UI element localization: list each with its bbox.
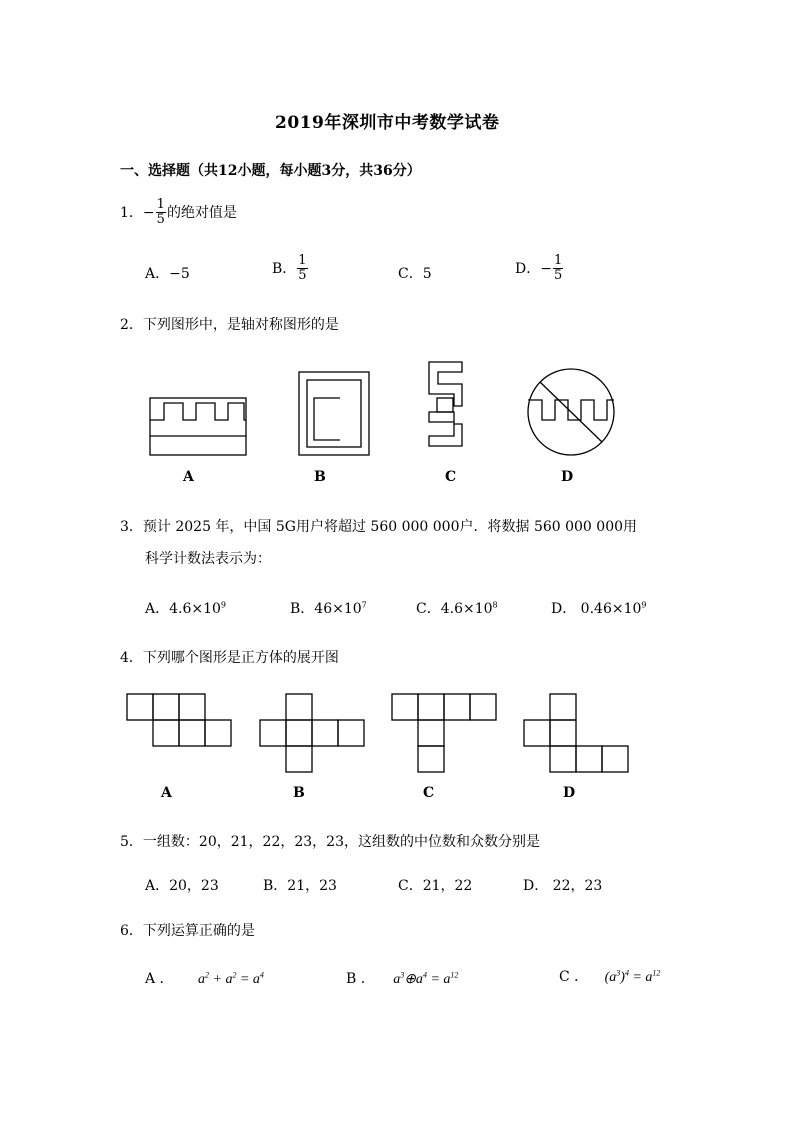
- section-heading: 一、选择题（共12小题，每小题3分，共36分）: [120, 163, 421, 179]
- exponent: 9: [641, 600, 647, 610]
- q1-option-c[interactable]: C．5: [398, 266, 432, 282]
- q3-option-c[interactable]: [416, 598, 498, 618]
- q2-figure-a[interactable]: [150, 398, 246, 455]
- formula-a: $a^2 + a^2 = a^4$: [198, 970, 264, 987]
- q1-option-d[interactable]: [515, 254, 564, 284]
- q2-figure-b[interactable]: [299, 372, 369, 455]
- question-6: 6．下列运算正确的是: [120, 923, 255, 939]
- q4-net-d[interactable]: [524, 694, 628, 772]
- q6-option-a[interactable]: [145, 968, 264, 988]
- q3-option-d[interactable]: [551, 598, 647, 618]
- minus-sign: −: [142, 204, 155, 221]
- option-text: C．4.6×10: [416, 601, 493, 617]
- q4-net-a[interactable]: [127, 694, 231, 746]
- q4-net-c[interactable]: [392, 694, 496, 772]
- q4-nets: [120, 688, 640, 783]
- q2-figure-c[interactable]: [429, 362, 462, 446]
- fraction-denominator: 5: [298, 268, 307, 284]
- option-label: D．−: [515, 260, 552, 277]
- question-stem: 的绝对值是: [166, 204, 237, 221]
- q5-option-a[interactable]: A．20，23: [145, 878, 219, 894]
- question-5: 5．一组数：20，21，22，23，23，这组数的中位数和众数分别是: [120, 834, 540, 850]
- q3-option-b[interactable]: [290, 598, 367, 618]
- q5-option-b[interactable]: B．21，23: [263, 878, 337, 894]
- option-text: A．4.6×10: [145, 601, 221, 617]
- q1-option-b[interactable]: [272, 254, 309, 284]
- question-2: 2．下列图形中，是轴对称图形的是: [120, 317, 339, 333]
- fraction: [297, 254, 307, 284]
- q4-label-d: D: [563, 785, 576, 801]
- option-label: A ．: [145, 971, 174, 987]
- option-label: B ．: [346, 971, 375, 987]
- question-4: 4．下列哪个图形是正方体的展开图: [120, 650, 339, 666]
- q1-option-a[interactable]: A．−5: [145, 266, 190, 282]
- q2-label-d: D: [561, 469, 574, 485]
- question-3-line-2: 科学计数法表示为：: [145, 551, 271, 567]
- question-3-line-1: 3．预计 2025 年，中国 5G用户将超过 560 000 000户．将数据 560 000 000用: [120, 519, 638, 535]
- fraction: [553, 254, 563, 284]
- q4-net-b[interactable]: [260, 694, 364, 772]
- option-text: D． 0.46×10: [551, 601, 642, 617]
- q5-option-c[interactable]: C．21，22: [398, 878, 473, 894]
- exponent: 7: [361, 600, 367, 610]
- exponent: 9: [220, 600, 227, 610]
- q2-label-b: B: [314, 469, 326, 485]
- option-label: C ．: [559, 969, 589, 985]
- question-1: [120, 198, 237, 228]
- option-text: B．46×10: [290, 601, 362, 617]
- fraction-numerator: 1: [156, 197, 165, 212]
- fraction-denominator: 5: [553, 268, 563, 284]
- formula-b: $a^3\oplus a^4 = a^{12}$: [393, 970, 459, 987]
- q4-label-c: C: [423, 785, 435, 801]
- q2-label-a: A: [183, 469, 194, 485]
- page-title: 2019年深圳市中考数学试卷: [275, 113, 500, 133]
- q6-option-c[interactable]: [559, 966, 660, 986]
- q3-option-a[interactable]: [145, 598, 226, 618]
- question-number: 1．: [120, 204, 143, 221]
- fraction-numerator: 1: [298, 253, 307, 268]
- fraction-numerator: 1: [553, 253, 563, 268]
- q6-option-b[interactable]: [346, 968, 458, 988]
- q5-option-d[interactable]: D． 22，23: [523, 878, 603, 894]
- q2-figures: [140, 360, 680, 465]
- q2-label-c: C: [445, 469, 457, 485]
- fraction-denominator: 5: [156, 212, 165, 228]
- exponent: 8: [492, 600, 498, 610]
- q4-label-a: A: [161, 785, 172, 801]
- option-label: B．: [272, 260, 297, 277]
- q2-figure-d[interactable]: [528, 369, 614, 455]
- formula-c: $(a^3)^4 = a^{12}$: [604, 968, 661, 985]
- fraction: [156, 198, 166, 228]
- q4-label-b: B: [293, 785, 305, 801]
